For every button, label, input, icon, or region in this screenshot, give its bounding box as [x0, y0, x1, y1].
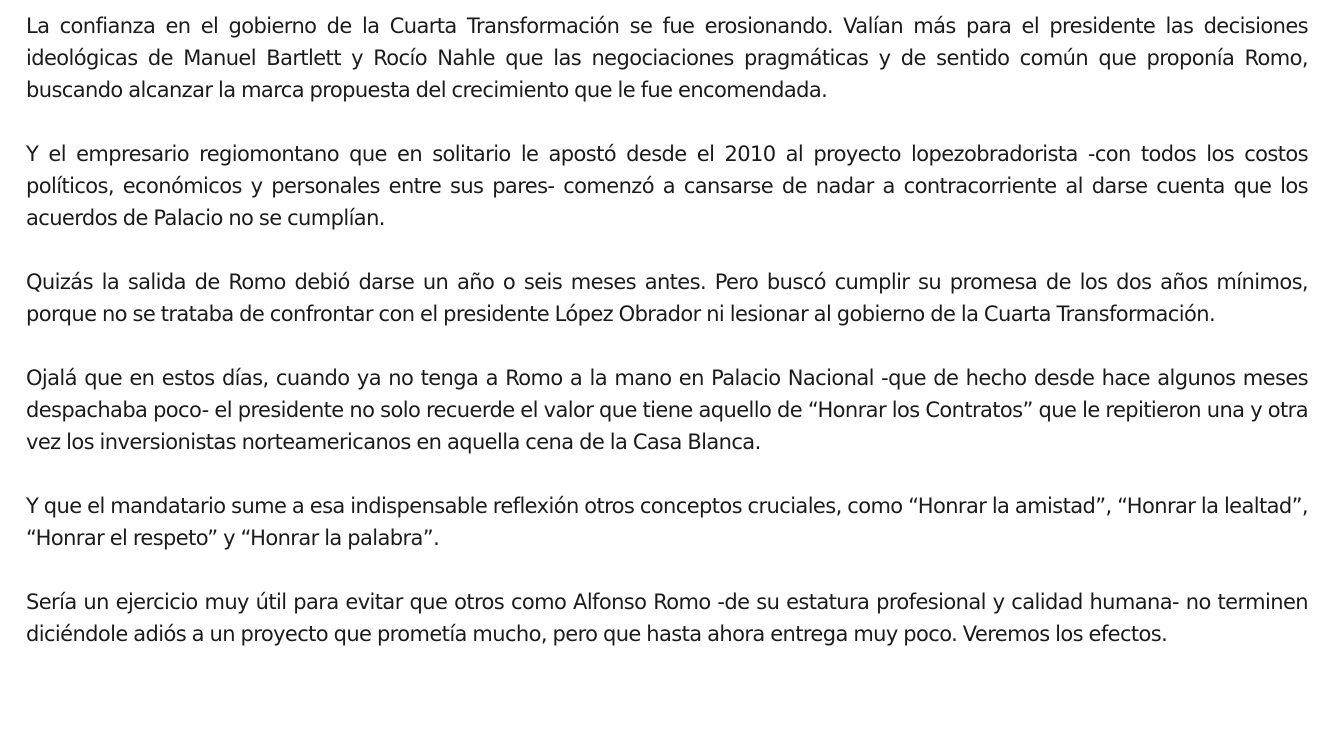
paragraph-4: Ojalá que en estos días, cuando ya no tenga a Romo a la mano en Palacio Nacional -que de hecho desde hace algunos meses despachaba poco- el presidente no solo recuerde el valor que tiene aquello de “Honrar los Contratos” que le repitieron una y otra vez los inversionistas norteamericanos en aquella cena de la Casa Blanca. — [26, 366, 1308, 454]
paragraph-2: Y el empresario regiomontano que en solitario le apostó desde el 2010 al proyecto lopezobradorista -con todos los costos políticos, económicos y personales entre sus pares- comenzó a cansarse de nadar a contracorriente al darse cuenta que los acuerdos de Palacio no se cumplían. — [26, 142, 1308, 230]
paragraph-6: Sería un ejercicio muy útil para evitar que otros como Alfonso Romo -de su estatura profesional y calidad humana- no terminen diciéndole adiós a un proyecto que prometía mucho, pero que hasta ahora entrega muy poco. Veremos los efectos. — [26, 590, 1308, 646]
paragraph-5: Y que el mandatario sume a esa indispensable reflexión otros conceptos cruciales, como “Honrar la amistad”, “Honrar la lealtad”, “Honrar el respeto” y “Honrar la palabra”. — [26, 494, 1308, 550]
paragraph-1: La confianza en el gobierno de la Cuarta Transformación se fue erosionando. Valían más para el presidente las decisiones ideológicas de Manuel Bartlett y Rocío Nahle que las negociaciones pragmáticas y de sentido común que proponía Romo, buscando alcanzar la marca propuesta del crecimiento que le fue encomendada. — [26, 14, 1308, 102]
paragraph-3: Quizás la salida de Romo debió darse un año o seis meses antes. Pero buscó cumplir su promesa de los dos años mínimos, porque no se trataba de confrontar con el presidente López Obrador ni lesionar al gobierno de la Cuarta Transformación. — [26, 270, 1308, 326]
article-body — [26, 10, 1308, 650]
